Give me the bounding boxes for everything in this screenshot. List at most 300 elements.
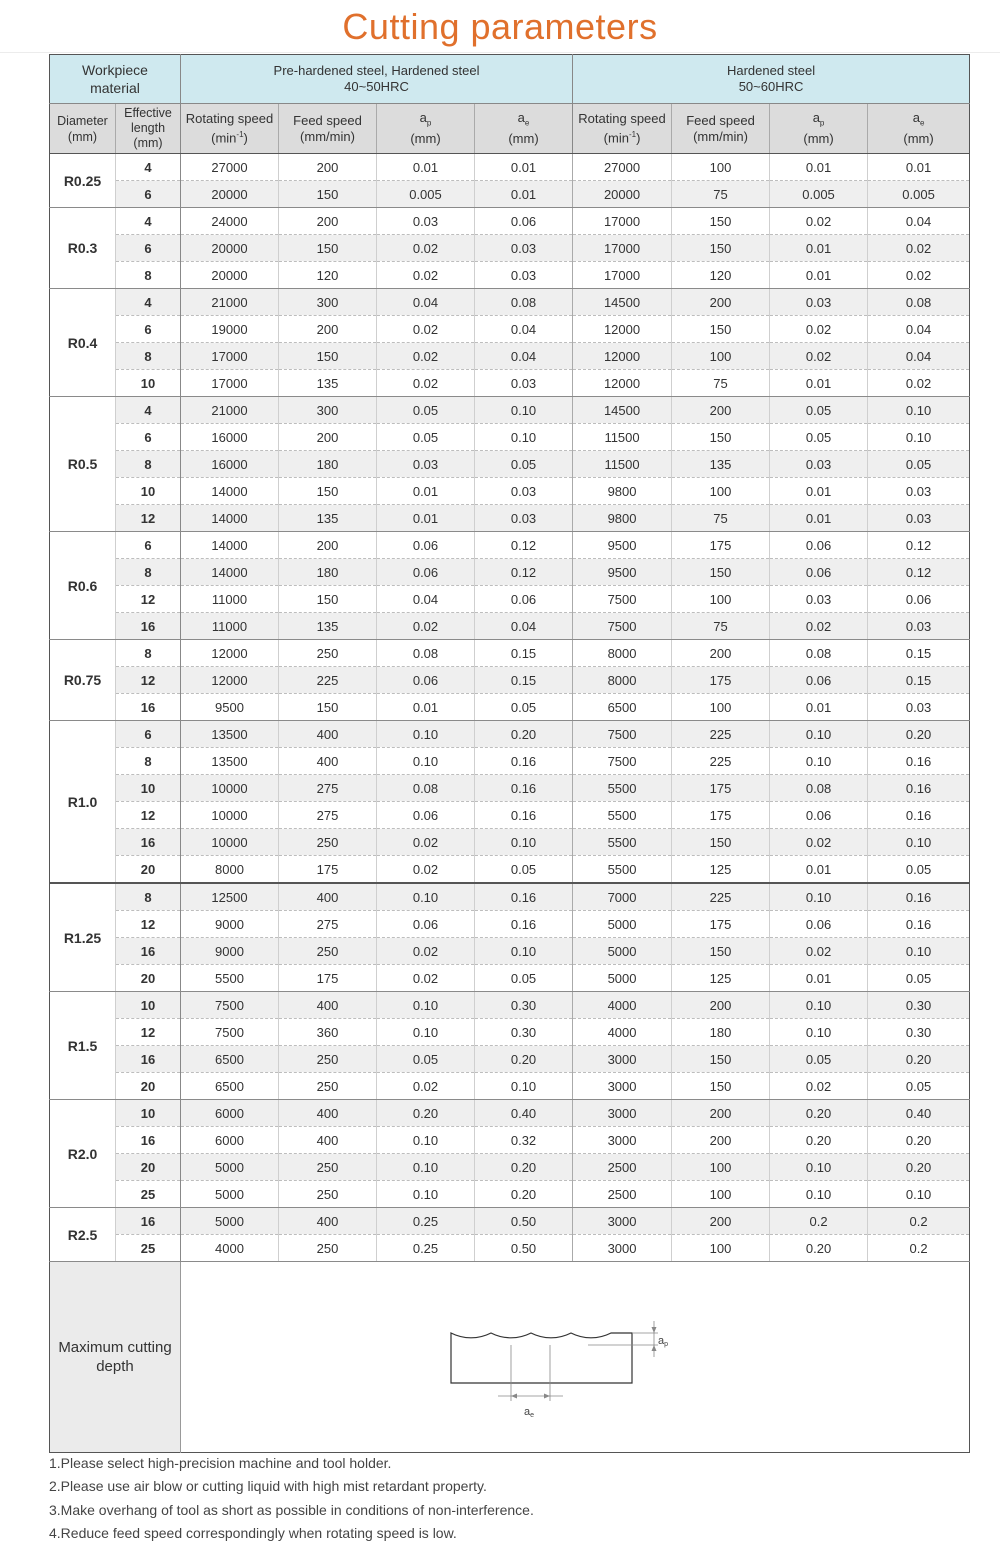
feed-speed-cell: 250 <box>279 1154 377 1181</box>
table-row <box>50 667 970 694</box>
ae-cell: 0.10 <box>475 424 573 451</box>
diameter-cell: R1.5 <box>50 992 116 1100</box>
feed-speed-cell-2: 175 <box>672 911 770 938</box>
table-row <box>50 343 970 370</box>
ap-cell-2: 0.005 <box>770 181 868 208</box>
feed-speed-cell-2: 135 <box>672 451 770 478</box>
pre-hardened-steel-header <box>181 55 573 104</box>
feed-speed-cell-2: 100 <box>672 586 770 613</box>
ap-cell: 0.10 <box>377 883 475 911</box>
ae-cell: 0.01 <box>475 154 573 181</box>
page-title: Cutting parameters <box>342 6 658 47</box>
feed-speed-cell-2: 150 <box>672 316 770 343</box>
ae-symbol <box>475 110 572 132</box>
effective-length-cell: 10 <box>116 370 181 397</box>
rotating-speed-cell: 11000 <box>181 613 279 640</box>
effective-length-cell: 12 <box>116 667 181 694</box>
ap-unit: (mm) <box>803 131 834 147</box>
table-row <box>50 1046 970 1073</box>
ae-cell-2: 0.06 <box>868 586 970 613</box>
diameter-cell: R0.6 <box>50 532 116 640</box>
rotating-speed-cell-2: 6500 <box>573 694 672 721</box>
ap-cell: 0.10 <box>377 721 475 748</box>
rotating-speed-cell: 5000 <box>181 1181 279 1208</box>
ap-cell-2: 0.02 <box>770 1073 868 1100</box>
effective-length-cell: 25 <box>116 1181 181 1208</box>
rotating-speed-cell-2: 5500 <box>573 775 672 802</box>
feed-speed-cell-2: 100 <box>672 1154 770 1181</box>
effective-length-cell: 6 <box>116 424 181 451</box>
table-row <box>50 829 970 856</box>
effective-length-cell: 8 <box>116 451 181 478</box>
ae-cell-2: 0.04 <box>868 208 970 235</box>
ap-cell-2: 0.01 <box>770 235 868 262</box>
effective-length-cell: 6 <box>116 721 181 748</box>
rotating-speed-cell-2: 12000 <box>573 343 672 370</box>
feed-speed-cell: 360 <box>279 1019 377 1046</box>
rotating-speed-cell: 16000 <box>181 451 279 478</box>
unit-pre: (min <box>211 130 237 146</box>
effective-length-cell: 6 <box>116 235 181 262</box>
diameter-cell: R0.3 <box>50 208 116 289</box>
ae-cell: 0.03 <box>475 262 573 289</box>
table-row <box>50 451 970 478</box>
rotating-speed-cell: 10000 <box>181 802 279 829</box>
rotating-speed-cell-2: 17000 <box>573 208 672 235</box>
ae-cell: 0.03 <box>475 505 573 532</box>
rotating-speed-header-2 <box>573 104 672 154</box>
cutting-depth-diagram <box>181 1263 968 1451</box>
feed-speed-cell: 250 <box>279 829 377 856</box>
feed-speed-cell-2: 200 <box>672 289 770 316</box>
feed-speed-cell-2: 120 <box>672 262 770 289</box>
diameter-header-unit: (mm) <box>67 129 98 144</box>
feed-speed-cell: 150 <box>279 181 377 208</box>
rotating-speed-cell: 6500 <box>181 1046 279 1073</box>
rotating-speed-cell-2: 5500 <box>573 802 672 829</box>
ap-cell-2: 0.10 <box>770 1019 868 1046</box>
effective-length-cell: 10 <box>116 775 181 802</box>
diameter-cell: R2.5 <box>50 1208 116 1262</box>
ap-cell-2: 0.02 <box>770 613 868 640</box>
ap-cell-2: 0.10 <box>770 1154 868 1181</box>
table-row <box>50 965 970 992</box>
feed-speed-cell-2: 150 <box>672 235 770 262</box>
effective-length-cell: 4 <box>116 154 181 181</box>
ap-cell-2: 0.01 <box>770 262 868 289</box>
ae-cell-2: 0.08 <box>868 289 970 316</box>
unit-post: ) <box>636 130 641 146</box>
ae-cell: 0.20 <box>475 1154 573 1181</box>
ae-cell-2: 0.02 <box>868 235 970 262</box>
feed-speed-cell: 180 <box>279 559 377 586</box>
rotating-speed-cell: 20000 <box>181 262 279 289</box>
rotating-speed-cell-2: 27000 <box>573 154 672 181</box>
feed-speed-cell-2: 200 <box>672 992 770 1019</box>
effective-length-cell: 12 <box>116 1019 181 1046</box>
ae-sub: e <box>919 118 925 128</box>
feed-speed-cell: 400 <box>279 1208 377 1235</box>
rotating-speed-cell-2: 3000 <box>573 1100 672 1127</box>
ae-main: a <box>517 109 525 125</box>
ae-cell: 0.50 <box>475 1235 573 1262</box>
ap-cell: 0.05 <box>377 424 475 451</box>
feed-speed-cell-2: 225 <box>672 748 770 775</box>
rotating-speed-cell-2: 5500 <box>573 856 672 884</box>
ae-cell-2: 0.16 <box>868 775 970 802</box>
ae-cell: 0.10 <box>475 938 573 965</box>
feed-speed-cell: 400 <box>279 883 377 911</box>
ap-cell: 0.02 <box>377 856 475 884</box>
table-row <box>50 856 970 884</box>
feed-speed-cell-2: 75 <box>672 613 770 640</box>
rotating-speed-cell: 12500 <box>181 883 279 911</box>
feed-speed-unit: (mm/min) <box>300 128 355 144</box>
ae-cell-2: 0.05 <box>868 451 970 478</box>
diameter-header-label: Diameter <box>57 113 108 128</box>
feed-speed-cell: 250 <box>279 1073 377 1100</box>
rotating-speed-cell: 14000 <box>181 478 279 505</box>
effective-length-cell: 6 <box>116 532 181 559</box>
ap-cell: 0.01 <box>377 478 475 505</box>
ap-cell: 0.03 <box>377 451 475 478</box>
rotating-speed-header <box>181 104 279 154</box>
ap-cell-2: 0.10 <box>770 883 868 911</box>
ae-cell: 0.15 <box>475 640 573 667</box>
feed-speed-cell: 200 <box>279 532 377 559</box>
ap-cell-2: 0.02 <box>770 938 868 965</box>
ae-cell-2: 0.10 <box>868 424 970 451</box>
ae-cell: 0.20 <box>475 1181 573 1208</box>
effective-length-header <box>116 104 181 154</box>
note-item: 1.Please select high-precision machine and tool holder. <box>49 1455 392 1471</box>
feed-speed-cell-2: 100 <box>672 343 770 370</box>
ae-cell-2: 0.01 <box>868 154 970 181</box>
table-row <box>50 397 970 424</box>
workpiece-material-header <box>50 55 181 104</box>
feed-speed-cell: 135 <box>279 613 377 640</box>
ap-cell: 0.04 <box>377 289 475 316</box>
effective-length-cell: 20 <box>116 1073 181 1100</box>
ap-cell: 0.02 <box>377 316 475 343</box>
ap-cell: 0.08 <box>377 775 475 802</box>
diameter-cell: R0.75 <box>50 640 116 721</box>
ap-cell-2: 0.10 <box>770 992 868 1019</box>
ae-cell: 0.01 <box>475 181 573 208</box>
rotating-speed-cell-2: 17000 <box>573 235 672 262</box>
ap-cell-2: 0.05 <box>770 1046 868 1073</box>
table-row <box>50 154 970 181</box>
ap-cell: 0.10 <box>377 992 475 1019</box>
ap-cell: 0.02 <box>377 965 475 992</box>
table-row <box>50 424 970 451</box>
ap-cell: 0.02 <box>377 938 475 965</box>
effective-length-line2: length <box>130 121 166 135</box>
ae-unit: (mm) <box>508 131 539 147</box>
feed-speed-cell: 135 <box>279 505 377 532</box>
ae-cell-2: 0.02 <box>868 370 970 397</box>
rotating-speed-cell: 10000 <box>181 775 279 802</box>
feed-speed-cell: 300 <box>279 397 377 424</box>
ap-main: a <box>419 109 427 125</box>
ae-cell: 0.05 <box>475 965 573 992</box>
feed-speed-cell: 175 <box>279 856 377 884</box>
ae-cell-2: 0.20 <box>868 721 970 748</box>
ap-cell: 0.06 <box>377 802 475 829</box>
ap-cell: 0.10 <box>377 1127 475 1154</box>
rotating-speed-cell-2: 5000 <box>573 911 672 938</box>
ap-cell-2: 0.05 <box>770 424 868 451</box>
rotating-speed-cell-2: 5500 <box>573 829 672 856</box>
ap-cell-2: 0.01 <box>770 694 868 721</box>
ae-cell: 0.16 <box>475 748 573 775</box>
rotating-speed-cell: 6000 <box>181 1100 279 1127</box>
ae-cell: 0.30 <box>475 1019 573 1046</box>
ap-cell-2: 0.03 <box>770 586 868 613</box>
ap-cell: 0.06 <box>377 532 475 559</box>
ae-arrow-left <box>511 1394 517 1399</box>
table-row <box>50 181 970 208</box>
ae-cell-2: 0.03 <box>868 613 970 640</box>
ap-cell: 0.10 <box>377 1154 475 1181</box>
rotating-speed-cell: 14000 <box>181 532 279 559</box>
feed-speed-label: Feed speed <box>686 112 755 128</box>
ae-cell: 0.20 <box>475 721 573 748</box>
feed-speed-cell-2: 150 <box>672 938 770 965</box>
ae-cell-2: 0.16 <box>868 883 970 911</box>
effective-length-cell: 20 <box>116 965 181 992</box>
ae-cell-2: 0.10 <box>868 829 970 856</box>
ae-cell-2: 0.15 <box>868 640 970 667</box>
unit-sup: -1 <box>628 129 637 139</box>
feed-speed-cell-2: 175 <box>672 802 770 829</box>
table-row <box>50 316 970 343</box>
ae-cell: 0.08 <box>475 289 573 316</box>
table-row <box>50 1073 970 1100</box>
ae-cell-2: 0.10 <box>868 938 970 965</box>
ap-arrow-bottom <box>652 1345 657 1351</box>
ap-cell: 0.02 <box>377 1073 475 1100</box>
workpiece-profile <box>451 1333 632 1383</box>
max-depth-line2: depth <box>96 1358 134 1375</box>
ap-diagram-label: ap <box>658 1335 669 1348</box>
table-row <box>50 911 970 938</box>
ap-cell: 0.05 <box>377 397 475 424</box>
effective-length-cell: 8 <box>116 883 181 911</box>
feed-speed-cell-2: 200 <box>672 1208 770 1235</box>
ap-cell: 0.01 <box>377 154 475 181</box>
rotating-speed-cell: 13500 <box>181 748 279 775</box>
hardened-steel-header <box>573 55 970 104</box>
group1-hardness: 40~50HRC <box>344 79 409 94</box>
ap-cell-2: 0.20 <box>770 1235 868 1262</box>
table-row <box>50 1235 970 1262</box>
ae-cell: 0.06 <box>475 586 573 613</box>
rotating-speed-cell-2: 3000 <box>573 1073 672 1100</box>
note-item: 4.Reduce feed speed correspondingly when rotating speed is low. <box>49 1524 457 1541</box>
rotating-speed-cell-2: 2500 <box>573 1181 672 1208</box>
effective-length-cell: 8 <box>116 343 181 370</box>
ae-cell-2: 0.2 <box>868 1208 970 1235</box>
ae-cell: 0.15 <box>475 667 573 694</box>
rotating-speed-cell-2: 4000 <box>573 1019 672 1046</box>
feed-speed-cell-2: 150 <box>672 559 770 586</box>
effective-length-cell: 6 <box>116 181 181 208</box>
rotating-speed-cell: 27000 <box>181 154 279 181</box>
note-item: 3.Make overhang of tool as short as possible in conditions of non-interference. <box>49 1501 534 1518</box>
rotating-speed-cell: 13500 <box>181 721 279 748</box>
table-row <box>50 992 970 1019</box>
feed-speed-label: Feed speed <box>293 112 362 128</box>
ap-cell-2: 0.02 <box>770 316 868 343</box>
ap-cell: 0.01 <box>377 694 475 721</box>
ae-cell: 0.16 <box>475 911 573 938</box>
ae-cell: 0.50 <box>475 1208 573 1235</box>
ap-cell: 0.02 <box>377 613 475 640</box>
feed-speed-cell: 300 <box>279 289 377 316</box>
ap-cell-2: 0.20 <box>770 1127 868 1154</box>
rotating-speed-cell: 9000 <box>181 938 279 965</box>
ae-header <box>475 104 573 154</box>
table-row <box>50 262 970 289</box>
rotating-speed-cell: 11000 <box>181 586 279 613</box>
feed-speed-cell: 150 <box>279 235 377 262</box>
effective-length-cell: 10 <box>116 1100 181 1127</box>
feed-speed-cell-2: 200 <box>672 640 770 667</box>
feed-speed-cell-2: 150 <box>672 1073 770 1100</box>
effective-length-cell: 8 <box>116 262 181 289</box>
rotating-speed-unit <box>573 127 671 146</box>
rotating-speed-cell: 17000 <box>181 370 279 397</box>
effective-length-cell: 4 <box>116 289 181 316</box>
ap-cell-2: 0.10 <box>770 721 868 748</box>
table-row <box>50 1127 970 1154</box>
rotating-speed-cell-2: 11500 <box>573 424 672 451</box>
rotating-speed-cell: 12000 <box>181 667 279 694</box>
ap-cell: 0.005 <box>377 181 475 208</box>
rotating-speed-cell-2: 11500 <box>573 451 672 478</box>
feed-speed-cell: 200 <box>279 154 377 181</box>
ap-cell: 0.01 <box>377 505 475 532</box>
feed-speed-cell: 200 <box>279 208 377 235</box>
rotating-speed-cell-2: 3000 <box>573 1235 672 1262</box>
feed-speed-cell-2: 75 <box>672 370 770 397</box>
table-row <box>50 478 970 505</box>
effective-length-cell: 8 <box>116 559 181 586</box>
ap-cell: 0.06 <box>377 911 475 938</box>
ae-cell: 0.12 <box>475 559 573 586</box>
rotating-speed-cell: 24000 <box>181 208 279 235</box>
table-row <box>50 370 970 397</box>
effective-length-cell: 16 <box>116 1046 181 1073</box>
feed-speed-cell-2: 175 <box>672 775 770 802</box>
ap-cell: 0.25 <box>377 1235 475 1262</box>
ae-cell: 0.10 <box>475 397 573 424</box>
table-row <box>50 883 970 911</box>
ae-cell-2: 0.05 <box>868 856 970 884</box>
effective-length-cell: 16 <box>116 1208 181 1235</box>
effective-length-cell: 20 <box>116 1154 181 1181</box>
max-cutting-depth-diagram-cell <box>181 1262 970 1453</box>
unit-sup: -1 <box>236 129 244 139</box>
feed-speed-cell-2: 175 <box>672 532 770 559</box>
ap-arrow-top <box>652 1327 657 1333</box>
ae-cell-2: 0.05 <box>868 965 970 992</box>
rotating-speed-cell: 7500 <box>181 992 279 1019</box>
rotating-speed-cell: 16000 <box>181 424 279 451</box>
effective-length-line1: Effective <box>124 106 172 120</box>
ap-cell-2: 0.01 <box>770 370 868 397</box>
rotating-speed-cell-2: 17000 <box>573 262 672 289</box>
ae-cell-2: 0.20 <box>868 1127 970 1154</box>
rotating-speed-unit <box>181 127 278 146</box>
rotating-speed-cell-2: 9500 <box>573 532 672 559</box>
table-row <box>50 938 970 965</box>
table-row <box>50 1181 970 1208</box>
feed-speed-cell-2: 200 <box>672 1127 770 1154</box>
effective-length-cell: 16 <box>116 694 181 721</box>
ae-cell-2: 0.03 <box>868 505 970 532</box>
rotating-speed-cell: 5000 <box>181 1154 279 1181</box>
effective-length-cell: 8 <box>116 640 181 667</box>
table-row <box>50 235 970 262</box>
title-divider <box>0 52 1000 53</box>
feed-speed-header-2 <box>672 104 770 154</box>
table-row <box>50 1100 970 1127</box>
ap-cell: 0.02 <box>377 370 475 397</box>
diameter-cell: R0.25 <box>50 154 116 208</box>
table-row <box>50 802 970 829</box>
feed-speed-cell-2: 175 <box>672 667 770 694</box>
max-depth-line1: Maximum cutting <box>58 1339 172 1356</box>
ae-cell-2: 0.20 <box>868 1154 970 1181</box>
feed-speed-unit: (mm/min) <box>693 128 748 144</box>
feed-speed-cell: 400 <box>279 1100 377 1127</box>
rotating-speed-cell-2: 9800 <box>573 478 672 505</box>
table-row <box>50 748 970 775</box>
ae-cell: 0.10 <box>475 1073 573 1100</box>
ap-symbol <box>377 110 474 132</box>
rotating-speed-cell-2: 7500 <box>573 586 672 613</box>
rotating-speed-cell-2: 7500 <box>573 748 672 775</box>
ae-cell: 0.40 <box>475 1100 573 1127</box>
ap-symbol <box>770 110 867 132</box>
ae-cell-2: 0.30 <box>868 992 970 1019</box>
ap-cell: 0.20 <box>377 1100 475 1127</box>
ap-cell: 0.06 <box>377 559 475 586</box>
ap-header-2 <box>770 104 868 154</box>
parameter-rows <box>50 154 970 1262</box>
feed-speed-cell: 180 <box>279 451 377 478</box>
ap-cell-2: 0.01 <box>770 856 868 884</box>
ae-cell-2: 0.20 <box>868 1046 970 1073</box>
ap-header <box>377 104 475 154</box>
ap-cell-2: 0.02 <box>770 829 868 856</box>
ae-main: a <box>912 109 920 125</box>
feed-speed-cell-2: 125 <box>672 856 770 884</box>
effective-length-cell: 16 <box>116 829 181 856</box>
table-row <box>50 586 970 613</box>
ae-cell: 0.06 <box>475 208 573 235</box>
ap-cell-2: 0.01 <box>770 505 868 532</box>
feed-speed-cell: 150 <box>279 478 377 505</box>
table-row <box>50 289 970 316</box>
ap-cell: 0.25 <box>377 1208 475 1235</box>
ap-cell: 0.02 <box>377 343 475 370</box>
ae-cell: 0.16 <box>475 775 573 802</box>
feed-speed-cell: 400 <box>279 992 377 1019</box>
ae-cell: 0.20 <box>475 1046 573 1073</box>
